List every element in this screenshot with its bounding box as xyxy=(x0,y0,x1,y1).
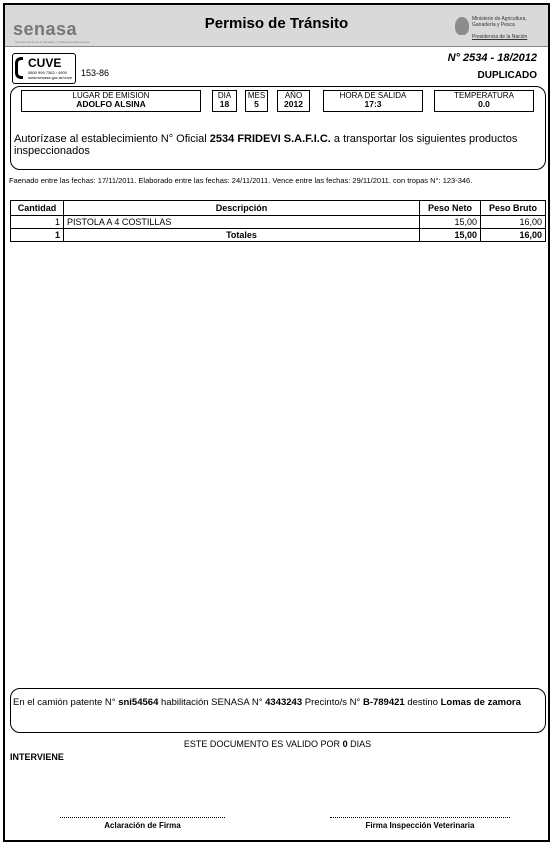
ministry-logo xyxy=(455,15,540,41)
cuve-code: 153-86 xyxy=(81,68,110,78)
ministry-link[interactable]: Presidencia de la Nación xyxy=(472,34,528,40)
signature-line-left xyxy=(60,817,225,818)
validity-days: 0 xyxy=(342,739,348,749)
signature-label-left: Aclaración de Firma xyxy=(104,821,181,830)
phone-icon xyxy=(15,57,23,79)
senasa-logo-subtext: Servicio Nacional de Sanidad y Calidad Agroalimentaria xyxy=(15,40,90,44)
truck-plate: sni54564 xyxy=(118,697,159,708)
transport-text: En el camión patente N° sni54564 habilitación SENASA N° 4343243 Precinto/s N° B-789421 destino Lomas de zamora xyxy=(13,697,521,708)
signature-line-right xyxy=(330,817,510,818)
dates-line: Faenado entre las fechas: 17/11/2011. Elaborado entre las fechas: 24/11/2011. Vence entre las fechas: 29/11/2011. con tropas N°: 123-346. xyxy=(9,176,473,185)
page-title: Permiso de Tránsito xyxy=(204,15,349,32)
copy-type: DUPLICADO xyxy=(477,70,537,81)
departure-time: HORA DE SALIDA 17:3 xyxy=(323,90,423,112)
totals-row xyxy=(11,229,546,242)
emission-year: AÑO 2012 xyxy=(277,90,310,112)
row-peso-neto: 15,00 xyxy=(420,216,481,229)
document-number: N° 2534 - 18/2012 xyxy=(447,52,537,64)
row-peso-bruto: 16,00 xyxy=(481,216,546,229)
total-peso-bruto: 16,00 xyxy=(481,229,546,242)
ministry-name: Ministerio de Agricultura, Ganadería y Pesca xyxy=(472,16,527,28)
table-row xyxy=(11,216,546,229)
signature-label-right: Firma Inspección Veterinaria xyxy=(365,821,475,830)
authorization-text: Autorízase al establecimiento N° Oficial 2534 FRIDEVI S.A.F.I.C. a transportar los siguientes productos inspeccionados xyxy=(14,133,518,157)
temperature: TEMPERATURA 0.0 xyxy=(434,90,534,112)
senasa-logo-text: senasa xyxy=(13,19,78,39)
cuve-contact: 0800 999 7362 / 4900 www.senasa.gov.ar/cuve xyxy=(28,70,72,80)
emission-month: MES 5 xyxy=(245,90,268,112)
cuve-logo xyxy=(12,53,76,84)
validity-line: ESTE DOCUMENTO ES VALIDO POR 0 DIAS xyxy=(183,739,372,749)
total-cantidad: 1 xyxy=(11,229,64,242)
totals-label: Totales xyxy=(64,229,420,242)
cuve-label: CUVE xyxy=(28,56,62,70)
col-peso-bruto: Peso Bruto xyxy=(481,201,546,216)
emission-day: DIA 18 xyxy=(212,90,237,112)
transport-box xyxy=(10,688,546,733)
products-table xyxy=(10,200,546,242)
senasa-habilitation: 4343243 xyxy=(265,697,303,708)
header-bar xyxy=(5,5,548,47)
col-cantidad: Cantidad xyxy=(11,201,64,216)
seal-number: B-789421 xyxy=(362,697,405,708)
establishment-name: FRIDEVI S.A.F.I.C. xyxy=(237,133,331,145)
emission-place: LUGAR DE EMISION ADOLFO ALSINA xyxy=(21,90,201,112)
destination: Lomas de zamora xyxy=(440,697,521,708)
table-header-row xyxy=(11,201,546,216)
intervene-label: INTERVIENE xyxy=(10,752,64,762)
total-peso-neto: 15,00 xyxy=(420,229,481,242)
establishment-number: 2534 xyxy=(209,133,235,145)
row-descripcion: PISTOLA A 4 COSTILLAS xyxy=(64,216,420,229)
row-cantidad: 1 xyxy=(11,216,64,229)
col-peso-neto: Peso Neto xyxy=(420,201,481,216)
national-seal-icon xyxy=(455,17,469,35)
col-descripcion: Descripción xyxy=(64,201,420,216)
